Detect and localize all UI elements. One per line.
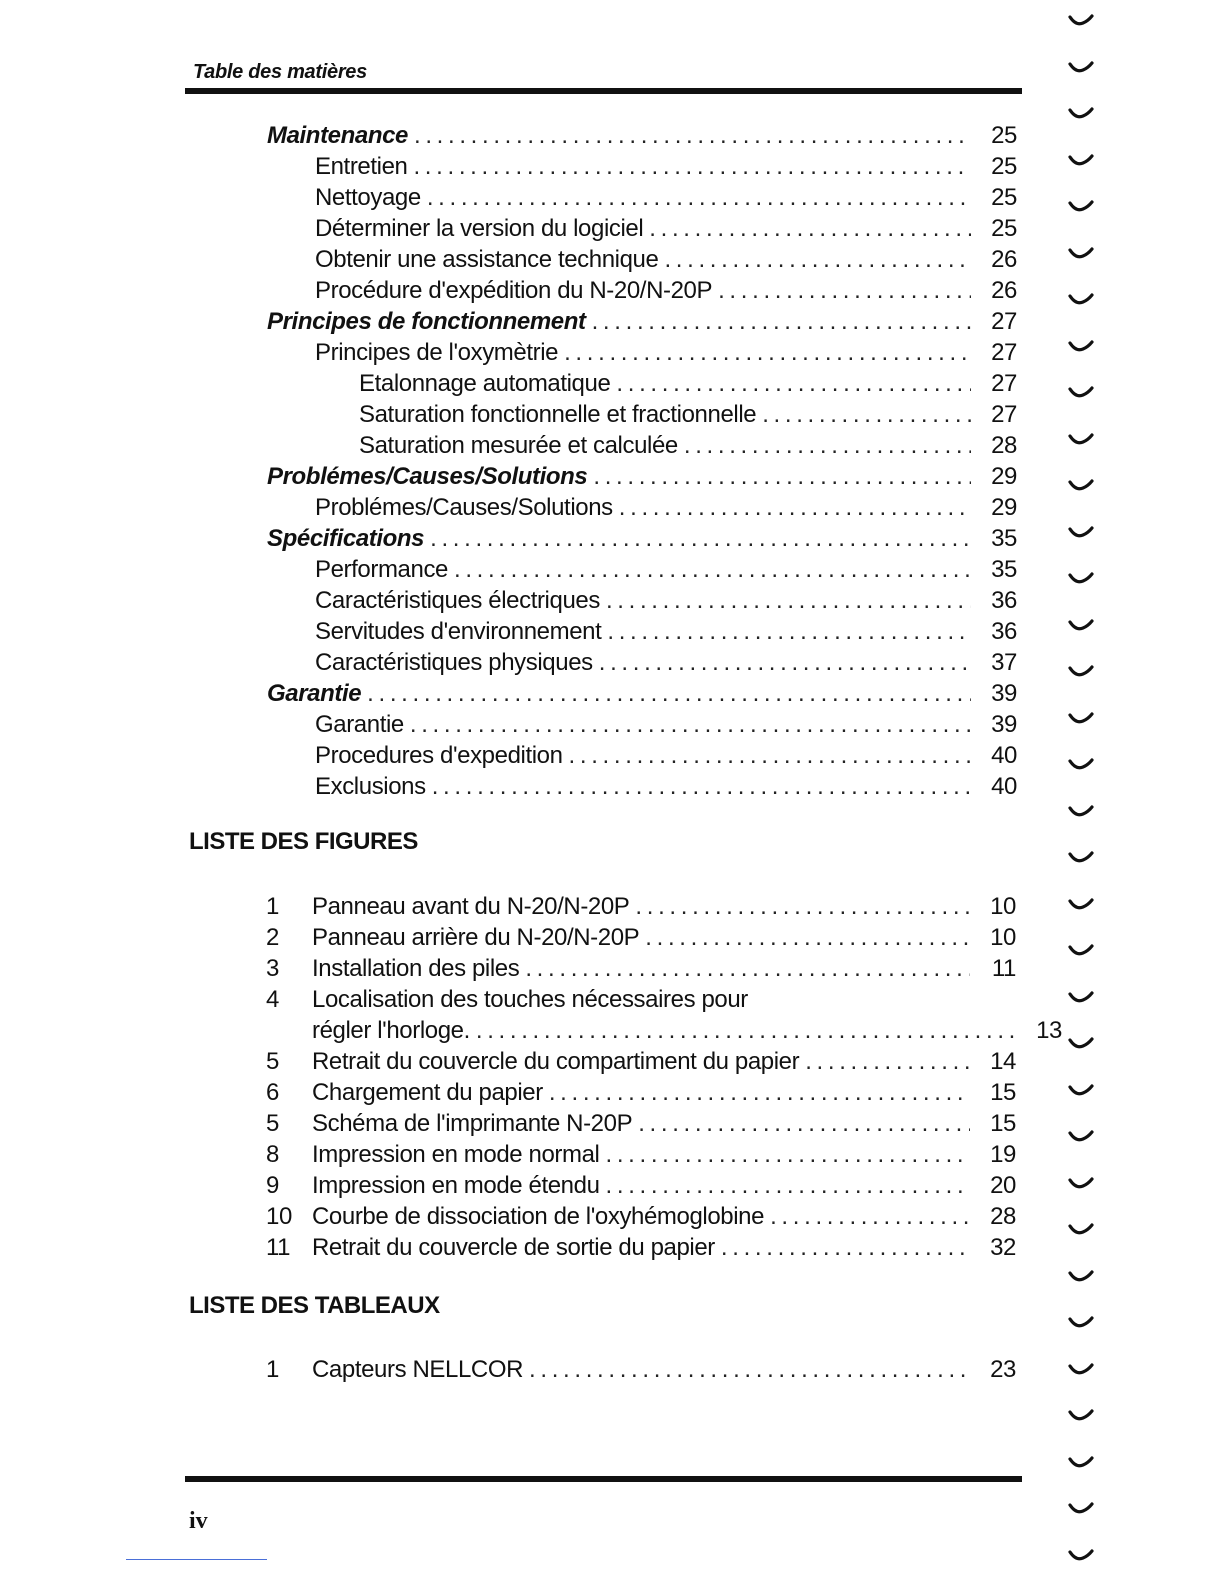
- toc-entry-label: Nettoyage: [315, 184, 421, 211]
- figure-page: 11: [991, 955, 1016, 982]
- figure-number: 4: [266, 986, 279, 1013]
- dot-leader: [619, 493, 971, 523]
- figure-entry: [266, 954, 1016, 985]
- toc-entry-page: 25: [991, 215, 1017, 242]
- binding-ring-icon: [1068, 572, 1094, 586]
- toc-entry-page: 39: [991, 680, 1017, 707]
- dot-leader: [638, 1109, 970, 1139]
- figures-heading: LISTE DES FIGURES: [189, 828, 418, 855]
- toc-entry-label: Maintenance: [267, 122, 408, 149]
- binding-ring-icon: [1068, 805, 1094, 819]
- toc-entry-label: Entretien: [315, 153, 408, 180]
- figure-number: 11: [266, 1234, 291, 1261]
- page-header-title: Table des matières: [193, 61, 367, 83]
- page-number: iv: [189, 1508, 208, 1534]
- figure-label: Panneau avant du N-20/N-20P: [312, 893, 630, 920]
- toc-entry: [359, 369, 1017, 400]
- dot-leader: [718, 276, 971, 306]
- toc-entry: [315, 617, 1017, 648]
- toc-entry-page: 36: [991, 618, 1017, 645]
- toc-entry: [315, 338, 1017, 369]
- figure-entry: [266, 1109, 1016, 1140]
- dot-leader: [805, 1047, 970, 1077]
- toc-entry: [359, 400, 1017, 431]
- toc-entry-page: 26: [991, 246, 1017, 273]
- binding-ring-icon: [1068, 479, 1094, 493]
- figure-number: 1: [266, 893, 279, 920]
- binding-ring-icon: [1068, 247, 1094, 261]
- dot-leader: [367, 679, 971, 709]
- binding-ring-icon: [1068, 1549, 1094, 1563]
- toc-entry-page: 27: [991, 401, 1017, 428]
- figure-page: 32: [990, 1234, 1016, 1261]
- dot-leader: [413, 152, 971, 182]
- binding-ring-icon: [1068, 386, 1094, 400]
- binding-ring-icon: [1068, 1363, 1094, 1377]
- toc-entry: [359, 431, 1017, 462]
- toc-entry-page: 27: [991, 339, 1017, 366]
- dot-leader: [529, 1355, 970, 1385]
- toc-entry-page: 27: [991, 370, 1017, 397]
- toc-entry-label: Procédure d'expédition du N-20/N-20P: [315, 277, 713, 304]
- binding-ring-icon: [1068, 758, 1094, 772]
- figure-number: 5: [266, 1110, 279, 1137]
- dot-leader: [606, 1171, 970, 1201]
- binding-ring-icon: [1068, 944, 1094, 958]
- dot-leader: [454, 555, 971, 585]
- toc-entry-label: Caractéristiques physiques: [315, 649, 593, 676]
- binding-ring-icon: [1068, 1223, 1094, 1237]
- toc-entry-label: Procedures d'expedition: [315, 742, 563, 769]
- figure-entry: [266, 1202, 1016, 1233]
- toc-entry-page: 35: [991, 525, 1017, 552]
- figure-page: 13: [1036, 1017, 1062, 1044]
- toc-entry-page: 36: [991, 587, 1017, 614]
- toc-entry: [315, 276, 1017, 307]
- figure-entry: [266, 923, 1016, 954]
- figure-label: Localisation des touches nécessaires pour: [312, 986, 748, 1013]
- binding-ring-icon: [1068, 991, 1094, 1005]
- toc-entry-label: Obtenir une assistance technique: [315, 246, 659, 273]
- toc-entry-page: 25: [991, 184, 1017, 211]
- dot-leader: [427, 183, 971, 213]
- figure-entry: [266, 1047, 1016, 1078]
- toc-entry-label: Problémes/Causes/Solutions: [315, 494, 613, 521]
- toc-entry-page: 29: [991, 494, 1017, 521]
- binding-ring-icon: [1068, 14, 1094, 28]
- toc-chapter-entry: [267, 307, 1017, 338]
- toc-entry-label: Saturation fonctionnelle et fractionnelle: [359, 401, 757, 428]
- toc-entry-label: Garantie: [315, 711, 404, 738]
- figure-entry: [266, 1078, 1016, 1109]
- toc-entry-page: 29: [991, 463, 1017, 490]
- binding-ring-icon: [1068, 898, 1094, 912]
- dot-leader: [569, 741, 971, 771]
- toc-entry-label: Etalonnage automatique: [359, 370, 611, 397]
- toc-entry-page: 40: [991, 742, 1017, 769]
- table-label: Capteurs NELLCOR: [312, 1356, 524, 1383]
- toc-entry-label: Spécifications: [267, 525, 425, 552]
- binding-ring-icon: [1068, 154, 1094, 168]
- figure-entry: [266, 1233, 1016, 1264]
- binding-ring-icon: [1068, 526, 1094, 540]
- dot-leader: [605, 1140, 970, 1170]
- link-underline: [126, 1559, 267, 1560]
- toc-entry: [315, 555, 1017, 586]
- figure-page: 14: [990, 1048, 1016, 1075]
- figure-label: Impression en mode étendu: [312, 1172, 600, 1199]
- toc-entry: [315, 772, 1017, 803]
- toc-entry: [315, 245, 1017, 276]
- binding-ring-icon: [1068, 1456, 1094, 1470]
- toc-chapter-entry: [267, 524, 1017, 555]
- dot-leader: [593, 462, 971, 492]
- binding-ring-icon: [1068, 619, 1094, 633]
- figure-number: 8: [266, 1141, 279, 1168]
- figure-entry: [266, 1171, 1016, 1202]
- dot-leader: [525, 954, 970, 984]
- figure-label: Panneau arrière du N-20/N-20P: [312, 924, 640, 951]
- toc-entry: [315, 586, 1017, 617]
- binding-ring-icon: [1068, 1502, 1094, 1516]
- dot-leader: [635, 892, 970, 922]
- binding-ring-icon: [1068, 1270, 1094, 1284]
- dot-leader: [721, 1233, 970, 1263]
- figure-page: 20: [990, 1172, 1016, 1199]
- toc-entry-page: 27: [991, 308, 1017, 335]
- binding-ring-icon: [1068, 1316, 1094, 1330]
- dot-leader: [645, 923, 970, 953]
- dot-leader: [549, 1078, 970, 1108]
- header-rule: [185, 88, 1022, 94]
- dot-leader: [599, 648, 971, 678]
- toc-entry: [315, 183, 1017, 214]
- binding-ring-icon: [1068, 1130, 1094, 1144]
- dot-leader: [432, 772, 971, 802]
- toc-entry-label: Saturation mesurée et calculée: [359, 432, 678, 459]
- binding-ring-icon: [1068, 1177, 1094, 1191]
- dot-leader: [564, 338, 971, 368]
- toc-entry-label: Problémes/Causes/Solutions: [267, 463, 588, 490]
- figure-label: Schéma de l'imprimante N-20P: [312, 1110, 633, 1137]
- figure-number: 9: [266, 1172, 279, 1199]
- figure-entry: [266, 892, 1016, 923]
- dot-leader: [414, 121, 971, 151]
- figure-number: 6: [266, 1079, 279, 1106]
- toc-chapter-entry: [267, 121, 1017, 152]
- dot-leader: [430, 524, 971, 554]
- dot-leader: [664, 245, 971, 275]
- figure-number: 3: [266, 955, 279, 982]
- toc-entry-label: Servitudes d'environnement: [315, 618, 602, 645]
- figure-label: Installation des piles: [312, 955, 520, 982]
- toc-entry-page: 35: [991, 556, 1017, 583]
- figure-entry: [266, 1140, 1016, 1171]
- dot-leader: [684, 431, 971, 461]
- figure-number: 10: [266, 1203, 292, 1230]
- toc-entry: [315, 741, 1017, 772]
- toc-entry-label: Caractéristiques électriques: [315, 587, 600, 614]
- toc-entry-label: Principes de fonctionnement: [267, 308, 586, 335]
- toc-entry-label: Exclusions: [315, 773, 426, 800]
- figure-page: 15: [990, 1079, 1016, 1106]
- figure-label: Courbe de dissociation de l'oxyhémoglobine: [312, 1203, 765, 1230]
- toc-entry-page: 37: [991, 649, 1017, 676]
- binding-ring-icon: [1068, 712, 1094, 726]
- toc-entry: [315, 214, 1017, 245]
- toc-entry-label: Performance: [315, 556, 448, 583]
- figure-number: 5: [266, 1048, 279, 1075]
- binding-ring-icon: [1068, 200, 1094, 214]
- dot-leader: [616, 369, 971, 399]
- toc-entry-page: 39: [991, 711, 1017, 738]
- toc-entry: [315, 648, 1017, 679]
- toc-chapter-entry: [267, 679, 1017, 710]
- toc-entry-page: 40: [991, 773, 1017, 800]
- figure-label: Retrait du couvercle du compartiment du papier: [312, 1048, 800, 1075]
- figure-page: 28: [990, 1203, 1016, 1230]
- binding-ring-icon: [1068, 293, 1094, 307]
- dot-leader: [649, 214, 971, 244]
- binding-ring-icon: [1068, 665, 1094, 679]
- figure-label: Chargement du papier: [312, 1079, 543, 1106]
- figure-page: 15: [990, 1110, 1016, 1137]
- binding-ring-icon: [1068, 107, 1094, 121]
- binding-ring-icon: [1068, 1084, 1094, 1098]
- table-page: 23: [990, 1356, 1016, 1383]
- figure-entry-continuation: [266, 1016, 1062, 1047]
- toc-entry-page: 26: [991, 277, 1017, 304]
- binding-ring-icon: [1068, 433, 1094, 447]
- binding-ring-icon: [1068, 1037, 1094, 1051]
- figure-label: Impression en mode normal: [312, 1141, 600, 1168]
- toc-entry: [315, 152, 1017, 183]
- footer-rule: [185, 1476, 1022, 1482]
- dot-leader: [592, 307, 971, 337]
- toc-entry-label: Déterminer la version du logiciel: [315, 215, 644, 242]
- tables-heading: LISTE DES TABLEAUX: [189, 1292, 440, 1319]
- figure-page: 10: [990, 893, 1016, 920]
- binding-ring-icon: [1068, 340, 1094, 354]
- toc-entry-page: 28: [991, 432, 1017, 459]
- dot-leader: [607, 617, 971, 647]
- binding-ring-icon: [1068, 1409, 1094, 1423]
- toc-entry-label: Garantie: [267, 680, 362, 707]
- figure-page: 10: [990, 924, 1016, 951]
- dot-leader: [476, 1016, 1016, 1046]
- figure-label: Retrait du couvercle de sortie du papier: [312, 1234, 715, 1261]
- toc-chapter-entry: [267, 462, 1017, 493]
- figure-number: 2: [266, 924, 279, 951]
- figure-page: 19: [990, 1141, 1016, 1168]
- binding-ring-icon: [1068, 61, 1094, 75]
- figure-label-continuation: régler l'horloge.: [312, 1017, 470, 1044]
- dot-leader: [410, 710, 971, 740]
- dot-leader: [770, 1202, 970, 1232]
- toc-entry: [315, 710, 1017, 741]
- toc-entry-page: 25: [991, 122, 1017, 149]
- dot-leader: [762, 400, 971, 430]
- table-number: 1: [266, 1356, 279, 1383]
- toc-entry-page: 25: [991, 153, 1017, 180]
- table-entry: [266, 1355, 1016, 1386]
- figure-entry: [266, 985, 1016, 1016]
- toc-entry-label: Principes de l'oxymètrie: [315, 339, 559, 366]
- toc-entry: [315, 493, 1017, 524]
- dot-leader: [606, 586, 971, 616]
- binding-ring-icon: [1068, 851, 1094, 865]
